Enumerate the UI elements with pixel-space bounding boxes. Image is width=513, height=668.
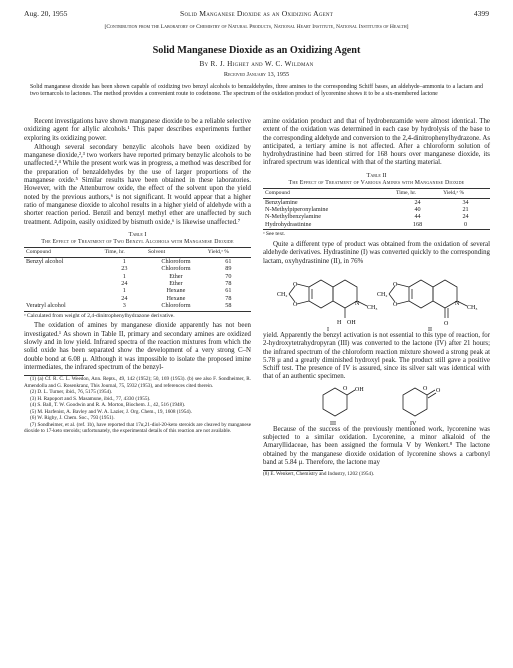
table-cell: 24 <box>121 279 128 287</box>
table-row <box>24 302 251 309</box>
table2-footnote: ᵃ See text. <box>263 231 286 238</box>
table-cell: 44 <box>414 213 421 221</box>
table-cell: Hexane <box>166 294 186 302</box>
reference-item: (2) D. L. Turner, ibid., 76, 5175 (1954). <box>30 389 113 396</box>
table-cell: 23 <box>121 265 128 273</box>
table1-title: Table I <box>128 230 147 238</box>
table2 <box>263 188 490 228</box>
table-cell <box>24 265 103 272</box>
structure-I <box>289 280 367 318</box>
table-cell: Benzylamine <box>265 198 298 206</box>
table-row <box>24 295 251 302</box>
header-date: Aug. 20, 1955 <box>24 9 68 18</box>
table-cell: Veratryl alcohol <box>26 302 66 310</box>
table2-title: Table II <box>366 171 387 179</box>
label-IV: IV <box>410 420 417 426</box>
running-header <box>24 9 489 21</box>
atom-h: H <box>337 319 342 326</box>
table1-caption: The Effect of Treatment of Two Benzyl Alcohols with Manganese Dioxide <box>41 239 234 246</box>
atom-n: N <box>355 300 360 307</box>
paragraph: Quite a different type of product was obtained from the oxidation of several aldehyde derivatives. Hydrastinine (I) was converted quickly to the corresponding lactam, oxyhydrastinine (II), in 76% <box>263 241 490 265</box>
table-cell: 58 <box>225 302 232 310</box>
table1-footnote: ᵃ Calculated from weight of 2,4-dinitrophenylhydrazone derivative. <box>24 312 175 319</box>
left-column <box>24 118 251 435</box>
table-row <box>24 265 251 272</box>
atom-o: O <box>343 385 348 392</box>
table2-caption: The Effect of Treatment of Various Amines with Manganese Dioxide <box>288 180 465 187</box>
reference-item: (5) M. Harfenist, A. Bavley and W. A. Lazier, J. Org. Chem., 19, 1608 (1954). <box>30 408 192 415</box>
col-header: Yield,ᵃ % <box>441 189 490 199</box>
reference-item: (1) (a) Cf. R. C. L. Weedon, Ann. Repts., 49, 142 (1952); 50, 169 (1953). (b) see also F. Sondheimer, R. Amendolla and G. Rosenkranz, This Journal, 75, 5932 (1953), and references cited therein. <box>24 376 251 389</box>
atom-o: O <box>436 387 441 394</box>
table-cell: N-Methylbenzylamine <box>265 213 322 221</box>
table-cell: Ether <box>169 279 183 287</box>
table-cell: Chloroform <box>161 257 191 265</box>
paragraph: Because of the success of the previously mentioned work, lycorenine was subjected to a similar oxidation. Lycorenine, a minor alkaloid of the Amaryllidaceae, has been assigned the formula V by Wenkert.⁸ The lactone obtained by the manganese dioxide oxidation of lycorenine shows a carbonyl band at 5.84 μ. Therefore, the lactone may <box>263 425 490 466</box>
table-cell: 1 <box>122 257 126 265</box>
table-cell: Ether <box>169 272 183 280</box>
abstract: Solid manganese dioxide has been shown capable of oxidizing two benzyl alcohols to benzaldehydes, three amines to the corresponding Schiff bases, an aldehyde–ammonia to a lactam and two ternarcols to lactones. The method provides a convenient route to codeinone. The spectrum of the oxidation product of lycorenine shows it to be a six-membered lactone <box>30 84 483 98</box>
header-page-number: 4399 <box>473 9 489 18</box>
table-cell: 89 <box>225 265 232 273</box>
label-III: III <box>330 420 336 426</box>
table-row <box>263 221 490 228</box>
table-cell: 40 <box>414 206 421 214</box>
col-header: Solvent <box>146 248 206 258</box>
atom-o: O <box>293 301 298 308</box>
contribution-line: [Contribution from the Laboratory of Chemistry of Natural Products, National Heart Institute, National Institutes of Health] <box>104 24 409 30</box>
reference-item: (7) Sondheimer, et al. (ref. 1b), have reported that 17α,21-diol-20-keto steroids are cleaved by manganese dioxide to 17-keto steroids; unfortunately, the experimental details of this reaction are not available. <box>24 421 251 435</box>
col-header: Time, hr. <box>103 248 146 258</box>
reference-item: (4) S. Ball, T. W. Goodwin and R. A. Morton, Biochem. J., 42, 516 (1948). <box>30 402 186 409</box>
table-cell: Hydrohydrastinine <box>265 220 312 228</box>
table-cell: 34 <box>462 198 469 206</box>
table-cell <box>24 273 103 280</box>
atom-o: O <box>293 281 298 288</box>
table-cell: N-Methylpiperonylamine <box>265 206 329 214</box>
article-authors: By R. J. Highet and W. C. Wildman <box>199 60 314 68</box>
table-cell: Benzyl alcohol <box>26 257 64 265</box>
table-cell <box>24 280 103 287</box>
table-cell: 168 <box>412 220 423 228</box>
atom-n: N <box>455 300 460 307</box>
references <box>24 376 251 435</box>
structure-II <box>389 280 467 318</box>
group-oh: OH <box>355 386 364 393</box>
table-cell: 24 <box>462 213 469 221</box>
group-ch2: CH₂ <box>277 291 288 298</box>
paragraph: Recent investigations have shown manganese dioxide to be a reliable selective oxidizing agent for allylic alcohols.¹ This paper describes experiments further exploring its oxidizing power. <box>24 118 251 142</box>
table-cell: 70 <box>225 272 232 280</box>
table-cell: Chloroform <box>161 302 191 310</box>
structure-III <box>323 385 355 416</box>
col-header: Yield,ᵃ % <box>206 248 251 258</box>
table-row <box>263 206 490 213</box>
atom-o: O <box>393 281 398 288</box>
table-cell: 78 <box>225 294 232 302</box>
table-cell: 1 <box>122 272 126 280</box>
right-column <box>263 118 490 478</box>
reference-8: (8) E. Wenkert, Chemistry and Industry, 1202 (1954). <box>263 471 375 478</box>
reference-item: (3) H. Rapoport and S. Masamune, ibid., 77, 4330 (1955). <box>30 395 151 402</box>
label-II: II <box>428 326 432 332</box>
header-running-title: Solid Manganese Dioxide as an Oxidizing Agent <box>180 9 333 18</box>
group-oh: OH <box>347 319 356 326</box>
paragraph: amine oxidation product and that of hydrobenzamide were almost identical. The extent of the oxidation was determined in each case by hydrolysis of the base to the corresponding aldehyde and conversion to the 2,4-dinitrophenylhydrazone. As anticipated, a tertiary amine is not affected. After a chloroform solution of hydrohydrastinine had been stirred for 168 hours over manganese dioxide, its infrared spectrum was identical with that of the starting material. <box>263 118 490 167</box>
received-date: Received January 13, 1955 <box>223 71 290 78</box>
table-cell: 24 <box>121 294 128 302</box>
group-ch3: CH₃ <box>467 304 478 311</box>
col-header: Time, hr. <box>394 189 441 199</box>
table-cell: 21 <box>462 206 469 214</box>
table-row <box>24 257 251 265</box>
table-cell <box>24 287 103 294</box>
table1 <box>24 247 251 309</box>
table-row <box>24 280 251 287</box>
table-cell: 0 <box>463 220 468 228</box>
table-cell: 78 <box>225 279 232 287</box>
structure-IV <box>403 385 436 416</box>
table-cell <box>24 295 103 302</box>
structures-III-IV <box>263 382 490 426</box>
group-ch3: CH₃ <box>367 304 378 311</box>
article-title: Solid Manganese Dioxide as an Oxidizing Agent <box>152 45 361 56</box>
atom-o: O <box>444 320 449 327</box>
structures-I-II <box>263 266 490 332</box>
col-header: Compound <box>24 248 103 258</box>
table-header-row <box>263 189 490 199</box>
col-header: Compound <box>263 189 394 199</box>
atom-o: O <box>423 385 428 392</box>
table-row <box>24 287 251 294</box>
table-cell: 24 <box>414 198 421 206</box>
table-cell: Hexane <box>166 287 186 295</box>
table-cell: 3 <box>122 302 126 310</box>
group-ch2: CH₂ <box>377 291 388 298</box>
table-header-row <box>24 248 251 258</box>
table-rule <box>24 311 251 312</box>
table-cell: 61 <box>225 287 232 295</box>
table-cell: 61 <box>225 257 232 265</box>
table-row <box>263 213 490 220</box>
reference-item: (6) W. Rigby, J. Chem. Soc., 793 (1951). <box>30 415 115 422</box>
label-I: I <box>327 326 329 332</box>
table-row <box>24 273 251 280</box>
paragraph: yield. Apparently the benzyl activation is not essential to this type of reaction, for 2-hydroxytetrahydropyran (III) was converted to the lactone (IV) after 21 hours; the infrared spectrum of the chloroform reaction mixture showed a strong peak at 5.78 μ and a greatly diminished hydroxyl peak. The product still gave a positive Schiff test. The presence of IV is assured, since its silver salt was identical with that of an authentic specimen. <box>263 331 490 381</box>
table-rule <box>263 229 490 230</box>
table-cell: 1 <box>122 287 126 295</box>
paragraph: Although several secondary benzylic alcohols have been oxidized by manganese dioxide,²,³ two workers have reported primary benzylic alcohols to be unaffected.²,⁴ While the present work was in progress, a method was described for the preparation of benzaldehydes by the use of larger proportions of the manganese oxide.⁵ Similar results have been obtained in these laboratories. However, with the Attenburrow oxide, the effect of the solvent upon the yield noted by the previous authors,⁶ is not significant. It would appear that a higher ratio of manganese dioxide to alcohol results in a higher yield of aldehyde with a shorter reaction period. Benzil and benzyl methyl ether are unaffected by such treatment. Adipoin, easily oxidized by bismuth oxide,⁶ is likewise unaffected.⁷ <box>24 143 251 226</box>
table-row <box>263 198 490 206</box>
table-cell: Chloroform <box>161 265 191 273</box>
atom-o: O <box>393 301 398 308</box>
paragraph: The oxidation of amines by manganese dioxide apparently has not been investigated.¹ As shown in Table II, primary and secondary amines are oxidized slowly and in low yield. Infrared spectra of the reaction mixtures from which the solid oxide has been separated show the development of a very strong C–N double bond at 6.08 μ. Although it was impossible to isolate the proposed imine intermediates, the infrared spectrum of the benzyl- <box>24 322 251 371</box>
